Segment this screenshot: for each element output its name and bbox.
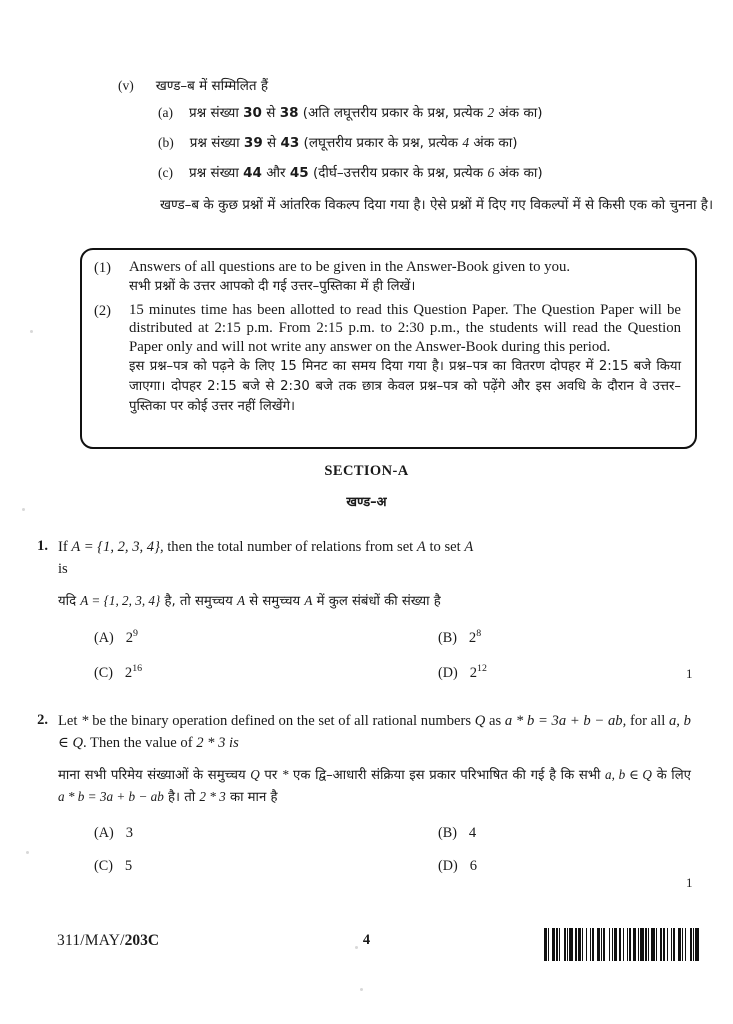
q2-hi-part1: माना सभी परिमेय संख्याओं के समुच्चय	[58, 767, 246, 783]
sublist-a-marks: 2	[487, 105, 495, 120]
sublist-marker-b: (b)	[158, 135, 174, 151]
q2-en-part2: be the binary operation defined on the set of all rational numbers	[92, 713, 472, 729]
sublist-b-to: 43	[280, 135, 300, 152]
question-2-number: 2.	[37, 712, 48, 728]
scan-speck	[22, 508, 25, 511]
option-b-label: (B)	[438, 824, 457, 841]
q1-en-var2: A	[464, 539, 474, 555]
q1-en-part1: If	[58, 539, 68, 555]
q2-en-belong: a, b ∈ Q	[58, 713, 691, 751]
option-b[interactable]	[438, 630, 481, 647]
q1-en-part4: is	[58, 560, 68, 577]
q2-en-star: *	[81, 713, 89, 729]
option-row	[94, 825, 694, 842]
scan-speck	[360, 988, 363, 991]
scan-speck	[30, 330, 33, 333]
q1-en-set: A = {1, 2, 3, 4}	[71, 539, 160, 555]
question-1-head	[22, 537, 712, 700]
question-2-hindi	[58, 764, 691, 809]
option-a-value	[126, 630, 138, 647]
q2-hi-part7: का मान है	[229, 790, 278, 806]
instruction-v-block	[118, 76, 714, 216]
q2-hi-belong: a, b ∈ Q	[605, 766, 652, 782]
q2-hi-star: *	[281, 766, 289, 782]
sublist-a-from: 30	[243, 105, 262, 121]
q1-hi-var1: A	[237, 592, 246, 608]
question-1-hindi	[58, 590, 691, 612]
boxed-item-english-1: Answers of all questions are to be given in the Answer-Book given to you.	[129, 259, 571, 275]
boxed-item-body-2	[129, 301, 681, 416]
option-c-value	[125, 665, 142, 682]
question-1-marks: 1	[686, 666, 693, 681]
q1-hi-part2: है, तो समुच्चय	[164, 593, 233, 609]
option-d-exp: 12	[477, 663, 487, 675]
q2-en-part5: . Then the value of	[83, 734, 193, 751]
boxed-item-body-1	[129, 258, 681, 297]
option-a-value: 3	[125, 824, 133, 841]
q2-hi-part2: पर	[264, 767, 278, 783]
option-c-value: 5	[124, 857, 133, 874]
sublist-b-from: 39	[243, 135, 263, 152]
q1-hi-part1: यदि	[58, 593, 77, 609]
option-b[interactable]	[438, 825, 476, 842]
question-1	[22, 537, 712, 700]
sublist-b-marks: 4	[462, 135, 470, 151]
option-c-label: (C)	[94, 857, 113, 874]
q1-en-part2: , then the total number of relations from set	[159, 539, 414, 555]
option-c[interactable]	[94, 858, 438, 875]
question-2	[22, 711, 712, 893]
q2-hi-part5: के लिए	[656, 767, 691, 783]
boxed-instruction-item	[94, 301, 681, 416]
option-c-base: 2	[124, 665, 133, 682]
option-b-exp: 8	[476, 628, 482, 640]
sublist-c-to: 45	[289, 165, 309, 182]
question-2-marks: 1	[686, 875, 693, 890]
instruction-v-marker: (v)	[118, 78, 134, 93]
q1-hi-set: A = {1, 2, 3, 4}	[80, 592, 161, 608]
option-b-value	[469, 630, 481, 647]
option-a-label: (A)	[94, 630, 114, 647]
instruction-v-note: खण्ड–ब के कुछ प्रश्नों में आंतरिक विकल्प दिया गया है। ऐसे प्रश्नों में दिए गए विकल्पों में से किसी एक को चुनना है।	[160, 196, 714, 213]
question-1-english	[58, 537, 691, 581]
q2-hi-formula: a * b = 3a + b − ab	[58, 789, 164, 805]
boxed-item-hindi-1: सभी प्रश्नों के उत्तर आपको दी गई उत्तर–पुस्तिका में ही लिखें।	[129, 279, 416, 295]
option-d-label: (D)	[438, 857, 458, 874]
q2-hi-q: Q	[250, 766, 260, 782]
barcode	[544, 928, 699, 961]
option-row	[94, 665, 694, 682]
q2-hi-part3: एक द्वि–आधारी संक्रिया इस प्रकार परिभाषित की	[293, 767, 526, 783]
sublist-a-conj: से	[266, 105, 276, 121]
instruction-v-heading	[118, 76, 698, 94]
option-c-label: (C)	[94, 665, 113, 682]
q2-en-q: Q	[474, 713, 486, 729]
instruction-v-heading-text: खण्ड–ब में सम्मिलित हैं	[155, 78, 269, 94]
footer-page-number: 4	[362, 932, 371, 948]
sublist-c-detail-open: (दीर्घ–उत्तरीय प्रकार के प्रश्न, प्रत्येक	[312, 165, 484, 182]
boxed-instructions	[80, 248, 697, 449]
scan-speck	[355, 946, 358, 949]
q2-en-part1: Let	[58, 713, 78, 729]
question-1-options	[94, 630, 694, 682]
sublist-a-detail-open: (अति लघूत्तरीय प्रकार के प्रश्न, प्रत्येक	[302, 105, 484, 121]
q2-hi-val: 2 * 3	[199, 789, 226, 805]
sublist-c-from: 44	[243, 165, 262, 182]
q1-hi-part3: से समुच्चय	[249, 593, 301, 609]
q1-en-part3: to set	[429, 539, 461, 555]
option-d[interactable]	[438, 665, 487, 682]
q2-hi-part4: गई है कि सभी	[530, 767, 601, 783]
list-item	[158, 134, 698, 152]
section-title-english: SECTION-A	[324, 463, 409, 479]
sublist-marker-a: (a)	[158, 105, 173, 120]
sublist-c-detail-close: अंक का)	[498, 165, 543, 182]
option-d-value	[470, 665, 487, 682]
q1-hi-part4: में कुल संबंधों की संख्या है	[316, 593, 441, 609]
sublist-text-a	[189, 104, 543, 122]
list-item	[158, 164, 698, 182]
option-a[interactable]	[94, 825, 438, 842]
q1-en-var1: A	[416, 539, 426, 555]
sublist-a-detail-close: अंक का)	[498, 105, 543, 121]
sublist-c-conj: और	[266, 165, 286, 182]
option-b-value: 4	[468, 824, 477, 841]
q2-en-part4: for all	[629, 713, 666, 729]
option-a-label: (A)	[94, 824, 114, 841]
boxed-item-english-2: 15 minutes time has been allotted to read this Question Paper. The Question Paper will be distributed at 2:15 p.m. From 2:15 p.m. to 2:30 p.m., the students will read the Question Paper only and will not write any answer on the Answer-Book during this period.	[129, 302, 681, 355]
sublist-b-prefix: प्रश्न संख्या	[189, 135, 240, 152]
question-2-english	[58, 711, 691, 755]
question-2-head	[22, 711, 712, 893]
question-1-body	[58, 537, 712, 700]
option-b-label: (B)	[438, 630, 457, 647]
option-c-exp: 16	[132, 663, 143, 675]
q2-en-part6: 2 * 3 is	[196, 734, 239, 751]
option-row	[94, 630, 694, 647]
barcode-bar	[695, 928, 698, 961]
option-a-exp: 9	[133, 628, 138, 640]
boxed-item-number-2: (2)	[94, 303, 111, 320]
sublist-c-prefix: प्रश्न संख्या	[188, 165, 239, 182]
option-d-label: (D)	[438, 665, 458, 682]
list-item	[158, 104, 698, 122]
footer-paper-code-suffix: 203C	[124, 932, 160, 949]
option-a-base: 2	[125, 630, 133, 647]
sublist-marker-c: (c)	[158, 165, 173, 181]
scan-speck	[26, 851, 29, 854]
sublist-text-b	[190, 134, 518, 152]
instruction-v-sublist	[158, 104, 714, 216]
sublist-a-prefix: प्रश्न संख्या	[188, 105, 239, 121]
sublist-a-to: 38	[279, 105, 299, 121]
option-d[interactable]	[438, 858, 477, 875]
option-d-value: 6	[469, 857, 477, 874]
option-d-base: 2	[469, 665, 477, 682]
boxed-instruction-item	[94, 258, 681, 297]
sublist-b-conj: से	[267, 135, 277, 152]
section-title-hindi: खण्ड–अ	[346, 495, 387, 510]
boxed-item-number-1: (1)	[94, 260, 111, 276]
option-a[interactable]	[94, 630, 438, 647]
sublist-c-marks: 6	[487, 165, 495, 181]
question-2-options	[94, 825, 694, 875]
q2-hi-part6: है। तो	[168, 790, 196, 806]
option-b-base: 2	[468, 630, 477, 647]
question-2-body	[58, 711, 712, 893]
option-row	[94, 858, 694, 875]
sublist-b-detail-close: अंक का)	[473, 135, 518, 152]
boxed-item-hindi-2: इस प्रश्न–पत्र को पढ़ने के लिए 15 मिनट का समय दिया गया है। प्रश्न–पत्र का वितरण दोपहर में 2:15 बजे किया जाएगा। दोपहर 2:15 बजे से 2:30 बजे तक छात्र केवल प्रश्न–पत्र को पढ़ेंगे और इस अवधि के दौरान वे उत्तर–पुस्तिका पर कोई उत्तर नहीं लिखेंगे।	[129, 359, 681, 414]
q2-en-formula: a * b = 3a + b − ab,	[504, 713, 627, 729]
q1-hi-var2: A	[304, 592, 313, 608]
sublist-b-detail-open: (लघूत्तरीय प्रकार के प्रश्न, प्रत्येक	[303, 135, 459, 152]
question-1-number: 1.	[37, 538, 48, 554]
footer-paper-code-prefix: 311/MAY/	[57, 932, 125, 949]
sublist-text-c	[189, 164, 543, 182]
option-c[interactable]	[94, 665, 438, 682]
q2-en-part3: as	[489, 713, 502, 729]
